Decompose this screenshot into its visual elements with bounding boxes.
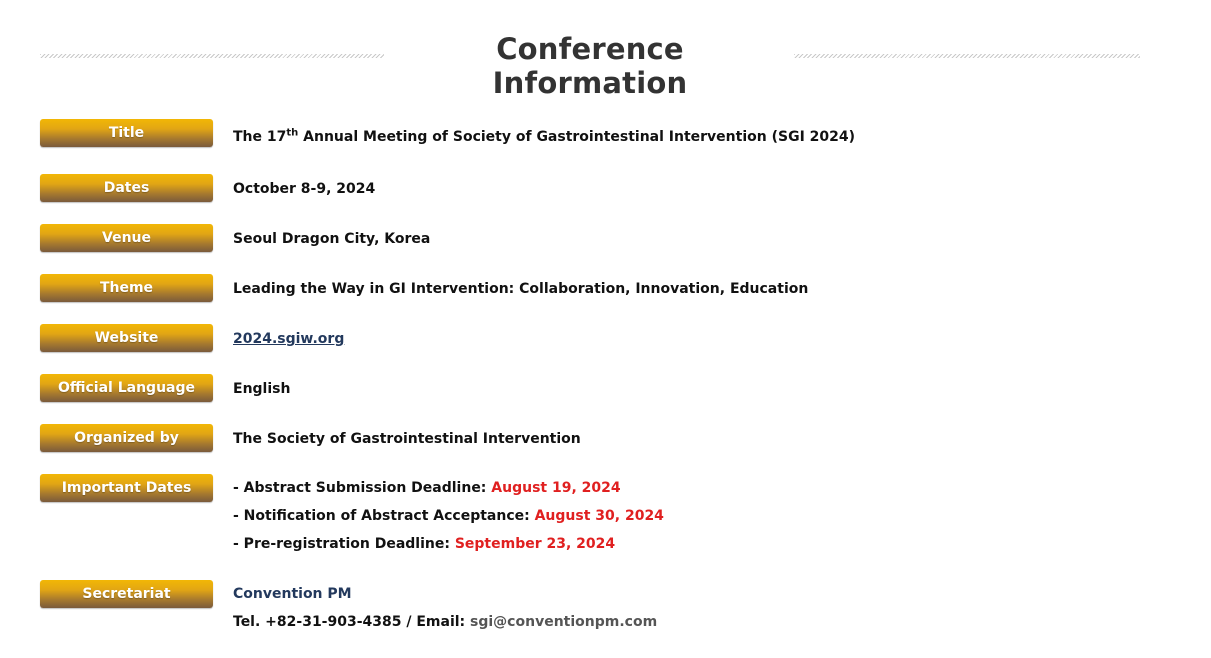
secretariat-email-link[interactable]: sgi@conventionpm.com [470, 614, 658, 630]
header-divider-right [794, 54, 1140, 58]
header-divider-left [40, 54, 384, 58]
label-badge-website: Website [40, 324, 213, 352]
value-organizer: The Society of Gastrointestinal Intervention [233, 431, 581, 447]
label-badge-secretariat: Secretariat [40, 580, 213, 608]
secretariat-tel: Tel. +82-31-903-4385 / Email: [233, 614, 471, 630]
important-date-item [233, 508, 664, 524]
secretariat-contact [233, 614, 657, 630]
section-header [40, 28, 1140, 100]
important-date-item [233, 480, 621, 496]
label-badge-dates: Dates [40, 174, 213, 202]
value-language: English [233, 381, 291, 397]
value-title-sup: th [286, 127, 299, 139]
important-date-text: - Abstract Submission Deadline: [233, 480, 492, 496]
important-date-value: August 30, 2024 [534, 508, 664, 524]
label-badge-theme: Theme [40, 274, 213, 302]
label-badge-organizer: Organized by [40, 424, 213, 452]
important-date-value: August 19, 2024 [491, 480, 621, 496]
label-badge-venue: Venue [40, 224, 213, 252]
value-title [233, 129, 855, 145]
page-title: Conference Information [492, 32, 688, 100]
secretariat-name: Convention PM [233, 586, 352, 602]
value-venue: Seoul Dragon City, Korea [233, 231, 431, 247]
label-badge-title: Title [40, 119, 213, 147]
website-link[interactable]: 2024.sgiw.org [233, 331, 345, 347]
important-date-text: - Notification of Abstract Acceptance: [233, 508, 535, 524]
value-title-suffix: Annual Meeting of Society of Gastrointestinal Intervention (SGI 2024) [298, 129, 856, 145]
important-date-text: - Pre-registration Deadline: [233, 536, 455, 552]
label-badge-important-dates: Important Dates [40, 474, 213, 502]
value-title-prefix: The 17 [233, 129, 287, 145]
value-dates: October 8-9, 2024 [233, 181, 376, 197]
important-date-value: September 23, 2024 [454, 536, 616, 552]
value-theme: Leading the Way in GI Intervention: Collaboration, Innovation, Education [233, 281, 809, 297]
label-badge-language: Official Language [40, 374, 213, 402]
important-date-item [233, 536, 615, 552]
value-website-wrap [233, 331, 344, 347]
